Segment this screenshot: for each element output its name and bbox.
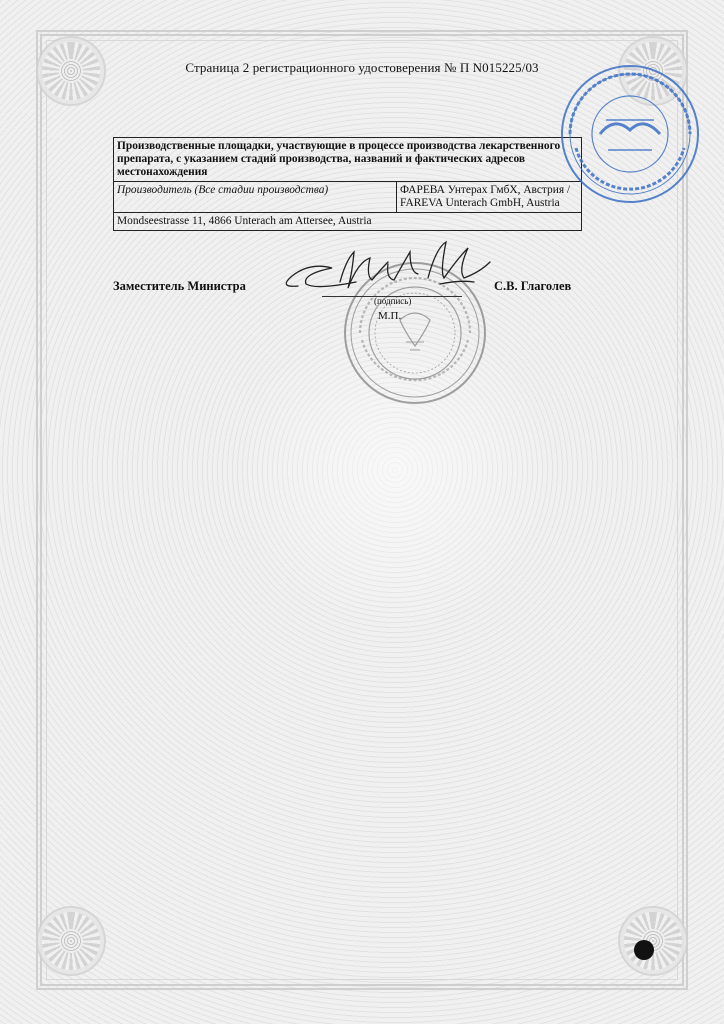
- manufacturer-label: Производитель (Все стадии производства): [114, 182, 397, 213]
- punch-hole-mark: [634, 940, 654, 960]
- manufacturer-name: ФАРЕВА Унтерах ГмбХ, Австрия / FAREVA Unterach GmbH, Austria: [397, 182, 582, 213]
- stamp-place-mark: М.П.: [378, 310, 402, 322]
- signatory-name: С.В. Глаголев: [494, 279, 572, 293]
- table-row: [114, 213, 582, 231]
- table-header-cell: Производственные площадки, участвующие в процессе производства лекарственного препарата, с указанием стадий производства, названий и фактических адресов местонахождения: [114, 138, 582, 182]
- manufacturer-address: Mondseestrasse 11, 4866 Unterach am Attersee, Austria: [114, 213, 582, 231]
- table-row: [114, 182, 582, 213]
- signature-caption: (подпись): [374, 296, 412, 306]
- handwritten-signature: [270, 238, 510, 318]
- company-seal: [556, 60, 704, 208]
- signatory-position: Заместитель Министра: [113, 279, 246, 293]
- table-row: [114, 138, 582, 182]
- rosette-bottom-right: [624, 912, 682, 970]
- rosette-bottom-left: [42, 912, 100, 970]
- production-sites-table: [113, 137, 582, 231]
- page-title: Страница 2 регистрационного удостоверения № П N015225/03: [185, 60, 539, 75]
